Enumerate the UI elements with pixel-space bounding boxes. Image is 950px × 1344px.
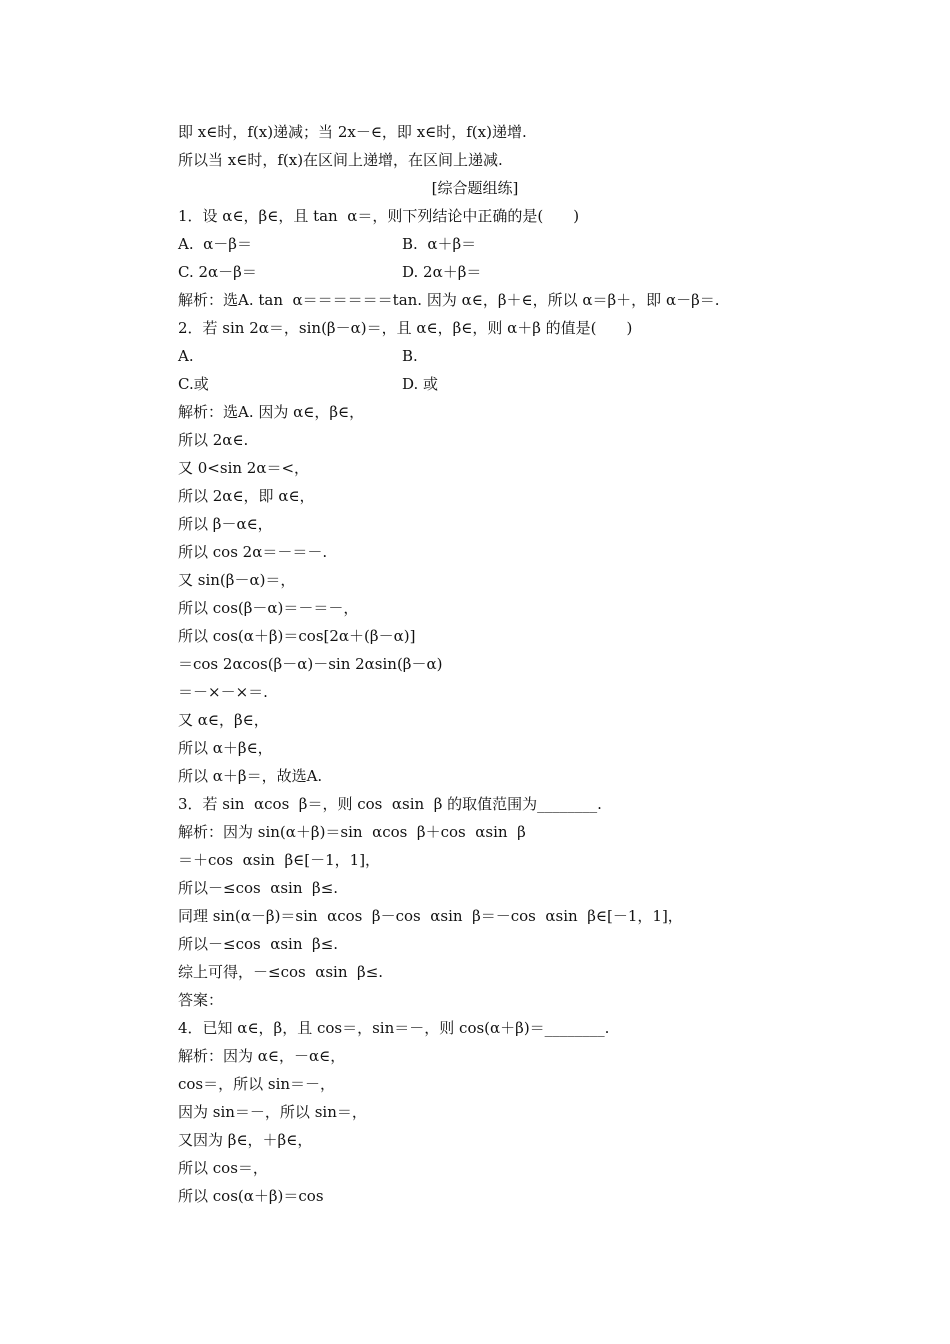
option-b: B. α＋β＝ — [402, 235, 477, 253]
text-line: 即 x∈时，f(x)递减；当 2x－∈，即 x∈时，f(x)递增. — [178, 123, 527, 141]
solution-line: 所以 2α∈. — [178, 431, 249, 449]
solution-line: 所以 cos(α＋β)＝cos[2α＋(β－α)] — [178, 627, 416, 645]
solution-line: 所以 β－α∈， — [178, 515, 273, 533]
question-3: 3．若 sin αcos β＝，则 cos αsin β 的取值范围为________. — [178, 795, 602, 813]
solution-line: 解析：选A. 因为 α∈，β∈， — [178, 403, 365, 421]
solution-line: 所以－≤cos αsin β≤. — [178, 935, 339, 953]
solution-line: 因为 sin＝－，所以 sin＝， — [178, 1103, 367, 1121]
solution-line: 解析：因为 α∈，－α∈， — [178, 1047, 346, 1065]
solution-line: 同理 sin(α－β)＝sin αcos β－cos αsin β＝－cos αsin β∈[－1，1]， — [178, 907, 683, 925]
solution-line: 所以 cos＝， — [178, 1159, 268, 1177]
solution-line: 所以－≤cos αsin β≤. — [178, 879, 339, 897]
option-a: A. α－β＝ — [178, 235, 252, 253]
solution-line: 综上可得，－≤cos αsin β≤. — [178, 963, 384, 981]
option-c: C.或 — [178, 375, 209, 393]
solution-line: 解析：选A. tan α＝＝＝＝＝＝tan. 因为 α∈，β＋∈，所以 α＝β＋，即 α－β＝. — [178, 291, 720, 309]
solution-line: 所以 cos 2α＝－＝－. — [178, 543, 328, 561]
option-d: D. 或 — [402, 375, 439, 393]
solution-line: 所以 α＋β∈， — [178, 739, 273, 757]
question-4: 4．已知 α∈，β，且 cos＝，sin＝－，则 cos(α＋β)＝________. — [178, 1019, 610, 1037]
question-1: 1．设 α∈，β∈，且 tan α＝，则下列结论中正确的是( ) — [178, 207, 580, 225]
solution-line: 又因为 β∈，＋β∈， — [178, 1131, 313, 1149]
solution-line: 又 sin(β－α)＝， — [178, 571, 296, 589]
option-b: B. — [402, 347, 418, 365]
question-2: 2．若 sin 2α＝，sin(β－α)＝，且 α∈，β∈，则 α＋β 的值是( ) — [178, 319, 633, 337]
solution-line: 又 α∈，β∈， — [178, 711, 269, 729]
solution-line: ＝cos 2αcos(β－α)－sin 2αsin(β－α) — [178, 655, 443, 673]
option-c: C. 2α－β＝ — [178, 263, 257, 281]
text-line: 所以当 x∈时，f(x)在区间上递增，在区间上递减. — [178, 151, 503, 169]
solution-line: 所以 α＋β＝，故选A. — [178, 767, 323, 785]
solution-line: ＝－×－×＝. — [178, 683, 268, 701]
option-a: A. — [178, 347, 194, 365]
solution-line: 所以 cos(β－α)＝－＝－， — [178, 599, 359, 617]
section-heading: [综合题组练] — [431, 179, 519, 197]
option-d: D. 2α＋β＝ — [402, 263, 482, 281]
solution-line: 又 0<sin 2α＝<， — [178, 459, 310, 477]
solution-line: 所以 2α∈，即 α∈， — [178, 487, 315, 505]
solution-line: cos＝，所以 sin＝－， — [178, 1075, 336, 1093]
solution-line: ＝＋cos αsin β∈[－1，1]， — [178, 851, 381, 869]
answer-line: 答案： — [178, 991, 224, 1009]
solution-line: 解析：因为 sin(α＋β)＝sin αcos β＋cos αsin β — [178, 823, 526, 841]
solution-line: 所以 cos(α＋β)＝cos — [178, 1187, 324, 1205]
